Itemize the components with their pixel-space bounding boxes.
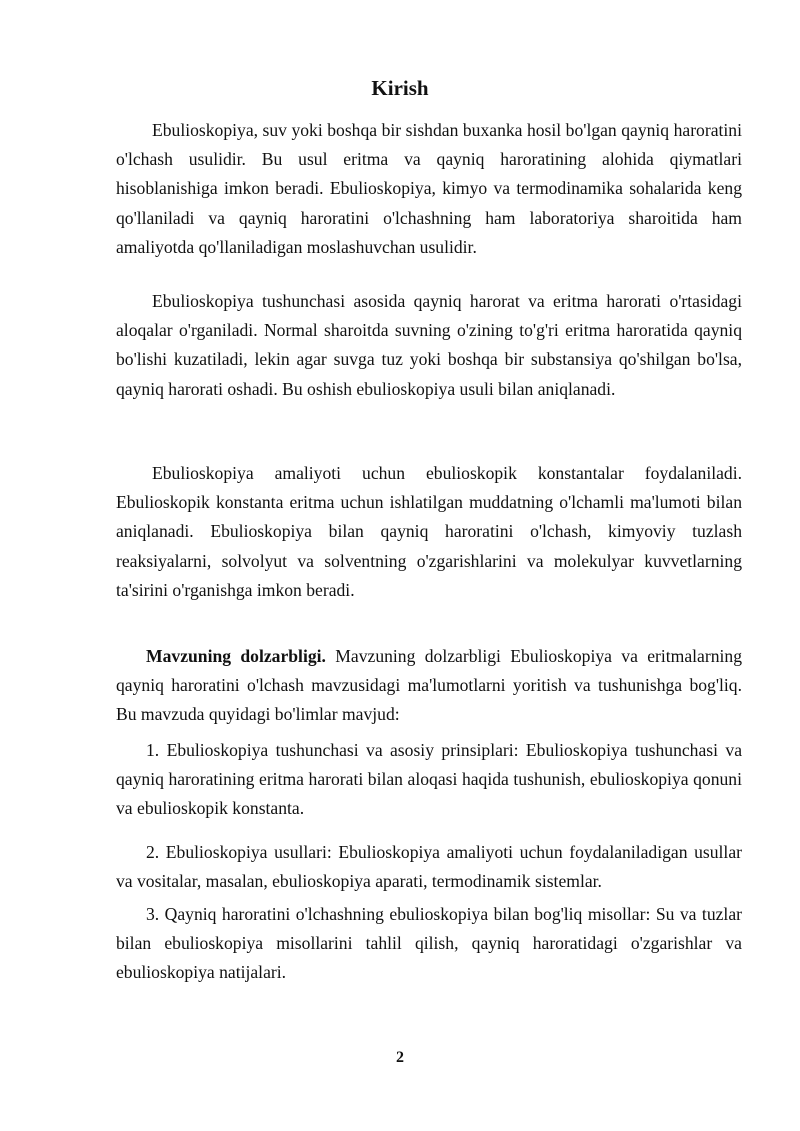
page-number: 2 (396, 1049, 404, 1066)
page-title: Kirish (371, 76, 429, 100)
relevance-paragraph (116, 642, 742, 730)
intro-paragraph-2: Ebulioskopiya tushunchasi asosida qayniq harorat va eritma harorati o'rtasidagi aloqalar o'rganiladi. Normal sharoitda suvning o'zining to'g'ri eritma haroratida qayniq bo'lishi kuzatiladi, lekin agar suvga tuz yoki boshqa bir substansiya qo'shilgan bo'lsa, qayniq harorati oshadi. Bu oshish ebulioskopiya usuli bilan aniqlanadi. (116, 291, 742, 399)
relevance-heading: Mavzuning dolzarbligi. (146, 646, 326, 666)
list-item: 3. Qayniq haroratini o'lchashning ebulioskopiya bilan bog'liq misollar: Su va tuzlar bilan ebulioskopiya misollarini tahlil qilish, qayniq haroratidagi o'zgarishlar va ebulioskopiya natijalari. (116, 904, 742, 983)
intro-paragraph-3: Ebulioskopiya amaliyoti uchun ebulioskopik konstantalar foydalaniladi. Ebulioskopik konstanta eritma uchun ishlatilgan muddatning o'lchamli ma'lumoti bilan aniqlanadi. Ebulioskopiya bilan qayniq haroratini o'lchash, kimyoviy tuzlash reaksiyalarni, solvolyut va solventning o'zgarishlarini va molekulyar kuvvetlarning ta'sirini o'rganishgа imkon beradi. (116, 463, 742, 600)
list-item: 2. Ebulioskopiya usullari: Ebulioskopiya amaliyoti uchun foydalaniladigan usullar va vositalar, masalan, ebulioskopiya aparati, termodinamik sistemlar. (116, 842, 742, 892)
list-item: 1. Ebulioskopiya tushunchasi va asosiy prinsiplari: Ebulioskopiya tushunchasi va qayniq haroratining eritma harorati bilan aloqasi haqida tushunish, ebulioskopiya qonuni va ebulioskopik konstanta. (116, 740, 742, 819)
relevance-text: Mavzuning dolzarbligi Ebulioskopiya va eritmalarning qayniq haroratini o'lchash mavzusidagi ma'lumotlarni yoritish va tushunishga bog'liq. Bu mavzuda quyidagi bo'limlar mavjud: (116, 646, 742, 725)
intro-paragraph-1: Ebulioskopiya, suv yoki boshqa bir sishdan buxanka hosil bo'lgan qayniq haroratini o'lchash usulidir. Bu usul eritma va qayniq haroratining alohida qiymatlari hisoblanishiga imkon beradi. Ebulioskopiya, kimyo va termodinamika sohalarida keng qo'llaniladi va qayniq haroratini o'lchashning ham laboratoriya sharoitida ham amaliyotda qo'llaniladigan moslashuvchan usulidir. (116, 120, 742, 257)
